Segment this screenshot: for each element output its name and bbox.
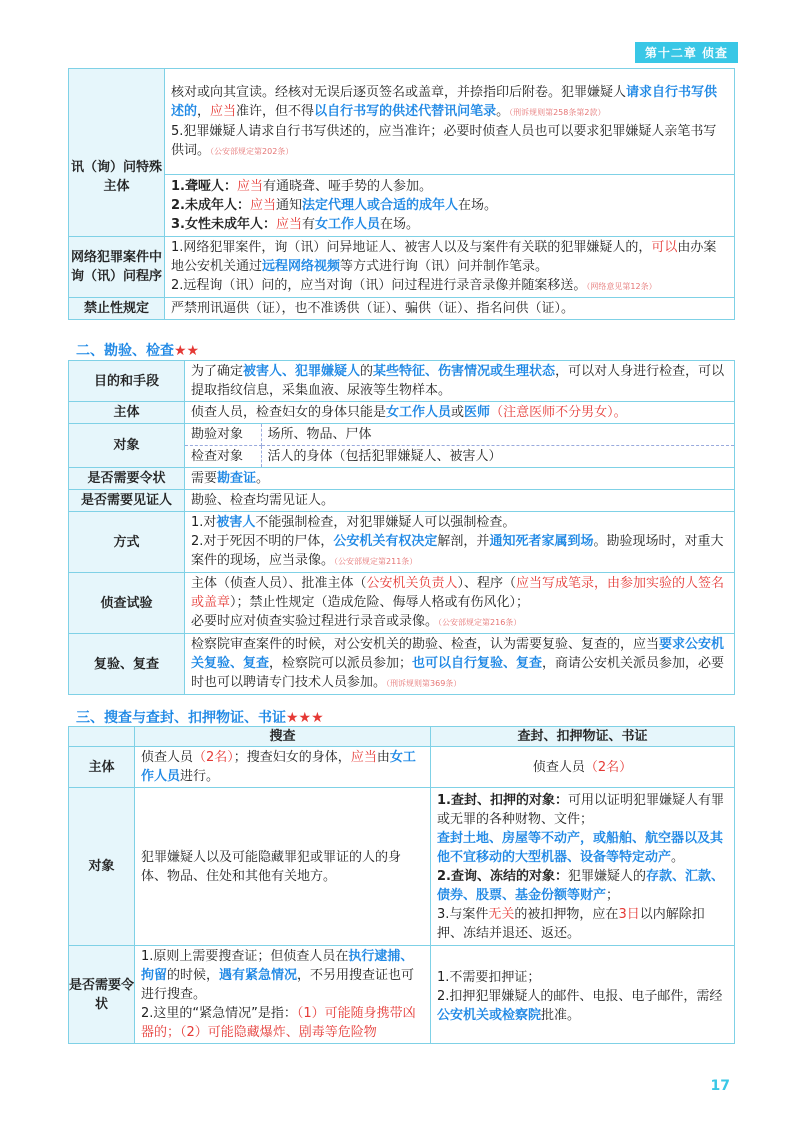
warrant3-label: 是否需要令状	[69, 946, 135, 1044]
chapter-tab: 第十二章 侦查	[635, 42, 738, 63]
subject3-label: 主体	[69, 747, 135, 788]
object-label: 对象	[69, 424, 185, 468]
network-crime-cell: 1.网络犯罪案件，询（讯）问异地证人、被害人以及与案件有关联的犯罪嫌疑人的，可以由办案地公安机关通过远程网络视频等方式进行询（讯）问并制作笔录。 2.远程询（讯）问的，应当对询（讯）问过程进行录音录像并随案移送。（网络意见第12条）	[165, 237, 735, 298]
network-crime-label: 网络犯罪案件中询（讯）问程序	[69, 237, 165, 298]
warrant-label: 是否需要令状	[69, 468, 185, 490]
seizure-subject-cell: 侦查人员（2名）	[431, 747, 735, 788]
search-object-cell: 犯罪嫌疑人以及可能隐藏罪犯或罪证的人的身体、物品、住处和其他有关地方。	[135, 788, 431, 946]
recheck-cell: 检察院审查案件的时候，对公安机关的勘验、检查，认为需要复验、复查的，应当要求公安机关复验、复查，检察院可以派员参加；也可以自行复验、复查，商请公安机关派员参加，必要时也可以聘请专门技术人员参加。（刑诉规则第369条）	[185, 634, 735, 695]
search-subject-cell: 侦查人员（2名）；搜查妇女的身体，应当由女工作人员进行。	[135, 747, 431, 788]
object-cell	[185, 424, 735, 468]
special-subject-label: 讯（询）问特殊主体	[69, 69, 165, 237]
purpose-label: 目的和手段	[69, 361, 185, 402]
witness-label: 是否需要见证人	[69, 490, 185, 512]
obj-value: 场所、物品、尸体	[261, 424, 734, 446]
warrant-cell: 需要勘查证。	[185, 468, 735, 490]
section-title-inspection: 二、勘验、检查★★	[76, 343, 200, 359]
obj-type: 勘验对象	[185, 424, 261, 446]
prohibition-cell: 严禁刑讯逼供（证），也不准诱供（证）、骗供（证）、指名问供（证）。	[165, 298, 735, 320]
seizure-warrant-cell: 1.不需要扣押证； 2.扣押犯罪嫌疑人的邮件、电报、电子邮件，需经公安机关或检察院批准。	[431, 946, 735, 1044]
object3-label: 对象	[69, 788, 135, 946]
search-warrant-cell: 1.原则上需要搜查证；但侦查人员在执行逮捕、拘留的时候，遇有紧急情况，不另用搜查证也可进行搜查。 2.这里的“紧急情况”是指：（1）可能随身携带凶器的；（2）可能隐藏爆炸、剧毒等危险物	[135, 946, 431, 1044]
written-statement-cell: 核对或向其宣读。经核对无误后逐页签名或盖章，并捺指印后附卷。犯罪嫌疑人请求自行书写供述的，应当准许，但不得以自行书写的供述代替讯问笔录。（刑诉规则第258条第2款） 5.犯罪嫌疑人请求自行书写供述的，应当准许；必要时侦查人员也可以要求犯罪嫌疑人亲笔书写供词。（公安部规定第202条）	[165, 69, 735, 175]
recheck-label: 复验、复查	[69, 634, 185, 695]
obj-value: 活人的身体（包括犯罪嫌疑人、被害人）	[261, 446, 734, 468]
experiment-label: 侦查试验	[69, 573, 185, 634]
section-title-search: 三、搜查与查封、扣押物证、书证★★★	[76, 710, 324, 726]
search-seizure-table	[68, 726, 735, 1044]
seizure-header: 查封、扣押物证、书证	[431, 727, 735, 747]
search-header: 搜查	[135, 727, 431, 747]
blank-header	[69, 727, 135, 747]
subject-label: 主体	[69, 402, 185, 424]
prohibition-label: 禁止性规定	[69, 298, 165, 320]
interrogation-table	[68, 68, 735, 320]
inspection-table	[68, 360, 735, 695]
obj-type: 检查对象	[185, 446, 261, 468]
subject-cell: 侦查人员，检查妇女的身体只能是女工作人员或医师（注意医师不分男女）。	[185, 402, 735, 424]
witness-cell: 勘验、检查均需见证人。	[185, 490, 735, 512]
method-cell: 1.对被害人不能强制检查，对犯罪嫌疑人可以强制检查。 2.对于死因不明的尸体，公安机关有权决定解剖，并通知死者家属到场。勘验现场时，对重大案件的现场，应当录像。（公安部规定第211条）	[185, 512, 735, 573]
page-number: 17	[710, 1078, 730, 1094]
method-label: 方式	[69, 512, 185, 573]
seizure-object-cell: 1.查封、扣押的对象：可用以证明犯罪嫌疑人有罪或无罪的各种财物、文件； 查封土地、房屋等不动产，或船舶、航空器以及其他不宜移动的大型机器、设备等特定动产。 2.查询、冻结的对象：犯罪嫌疑人的存款、汇款、债券、股票、基金份额等财产； 3.与案件无关的被扣押物，应在3日以内解除扣押、冻结并退还、返还。	[431, 788, 735, 946]
experiment-cell: 主体（侦查人员）、批准主体（公安机关负责人）、程序（应当写成笔录，由参加实验的人签名或盖章）；禁止性规定（造成危险、侮辱人格或有伤风化）； 必要时应对侦查实验过程进行录音或录像。（公安部规定第216条）	[185, 573, 735, 634]
purpose-cell: 为了确定被害人、犯罪嫌疑人的某些特征、伤害情况或生理状态，可以对人身进行检查，可以提取指纹信息，采集血液、尿液等生物样本。	[185, 361, 735, 402]
special-subject-cell: 1.聋哑人：应当有通晓聋、哑手势的人参加。 2.未成年人：应当通知法定代理人或合适的成年人在场。 3.女性未成年人：应当有女工作人员在场。	[165, 175, 735, 237]
